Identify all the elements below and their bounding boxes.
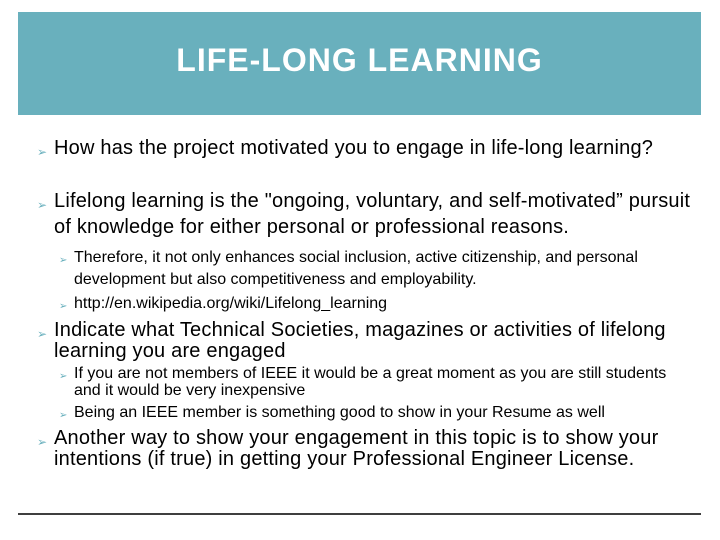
bullet-arrow-icon: ➢	[59, 410, 68, 421]
bullet-text: Indicate what Technical Societies, magazines or activities of lifelong learning you are engaged	[54, 319, 666, 362]
bullet-arrow-icon: ➢	[37, 435, 48, 449]
bullet-item	[37, 135, 694, 161]
bullet-arrow-icon: ➢	[37, 145, 48, 159]
sub-bullet-text: Being an IEEE member is something good to show in your Resume as well	[74, 404, 605, 421]
sub-bullet-item	[59, 293, 694, 315]
sub-bullet-item	[59, 247, 694, 291]
sub-bullet-text: If you are not members of IEEE it would be a great moment as you are still students and it would be very inexpensive	[74, 365, 667, 399]
bullet-arrow-icon: ➢	[37, 327, 48, 341]
bullet-text: Lifelong learning is the "ongoing, voluntary, and self-motivated” pursuit of knowledge for either personal or professional reasons.	[54, 190, 691, 238]
bullet-item	[37, 427, 694, 470]
bullet-arrow-icon: ➢	[59, 301, 68, 312]
bullet-arrow-icon: ➢	[59, 255, 68, 266]
reference-link[interactable]: http://en.wikipedia.org/wiki/Lifelong_learning	[74, 295, 388, 312]
footer-divider	[18, 513, 701, 515]
bullet-arrow-icon: ➢	[59, 371, 68, 382]
bullet-text: Another way to show your engagement in this topic is to show your intentions (if true) in getting your Professional Engineer License.	[54, 427, 659, 470]
bullet-arrow-icon: ➢	[37, 198, 48, 212]
sub-bullet-item	[59, 404, 694, 421]
bullet-text: How has the project motivated you to engage in life-long learning?	[54, 137, 654, 159]
bullet-item	[37, 188, 694, 240]
slide-title: LIFE-LONG LEARNING	[176, 42, 543, 78]
sub-bullet-item	[59, 365, 694, 399]
sub-bullet-text: Therefore, it not only enhances social inclusion, active citizenship, and personal development but also competitiveness and employability.	[74, 249, 638, 288]
bullet-item	[37, 319, 694, 362]
